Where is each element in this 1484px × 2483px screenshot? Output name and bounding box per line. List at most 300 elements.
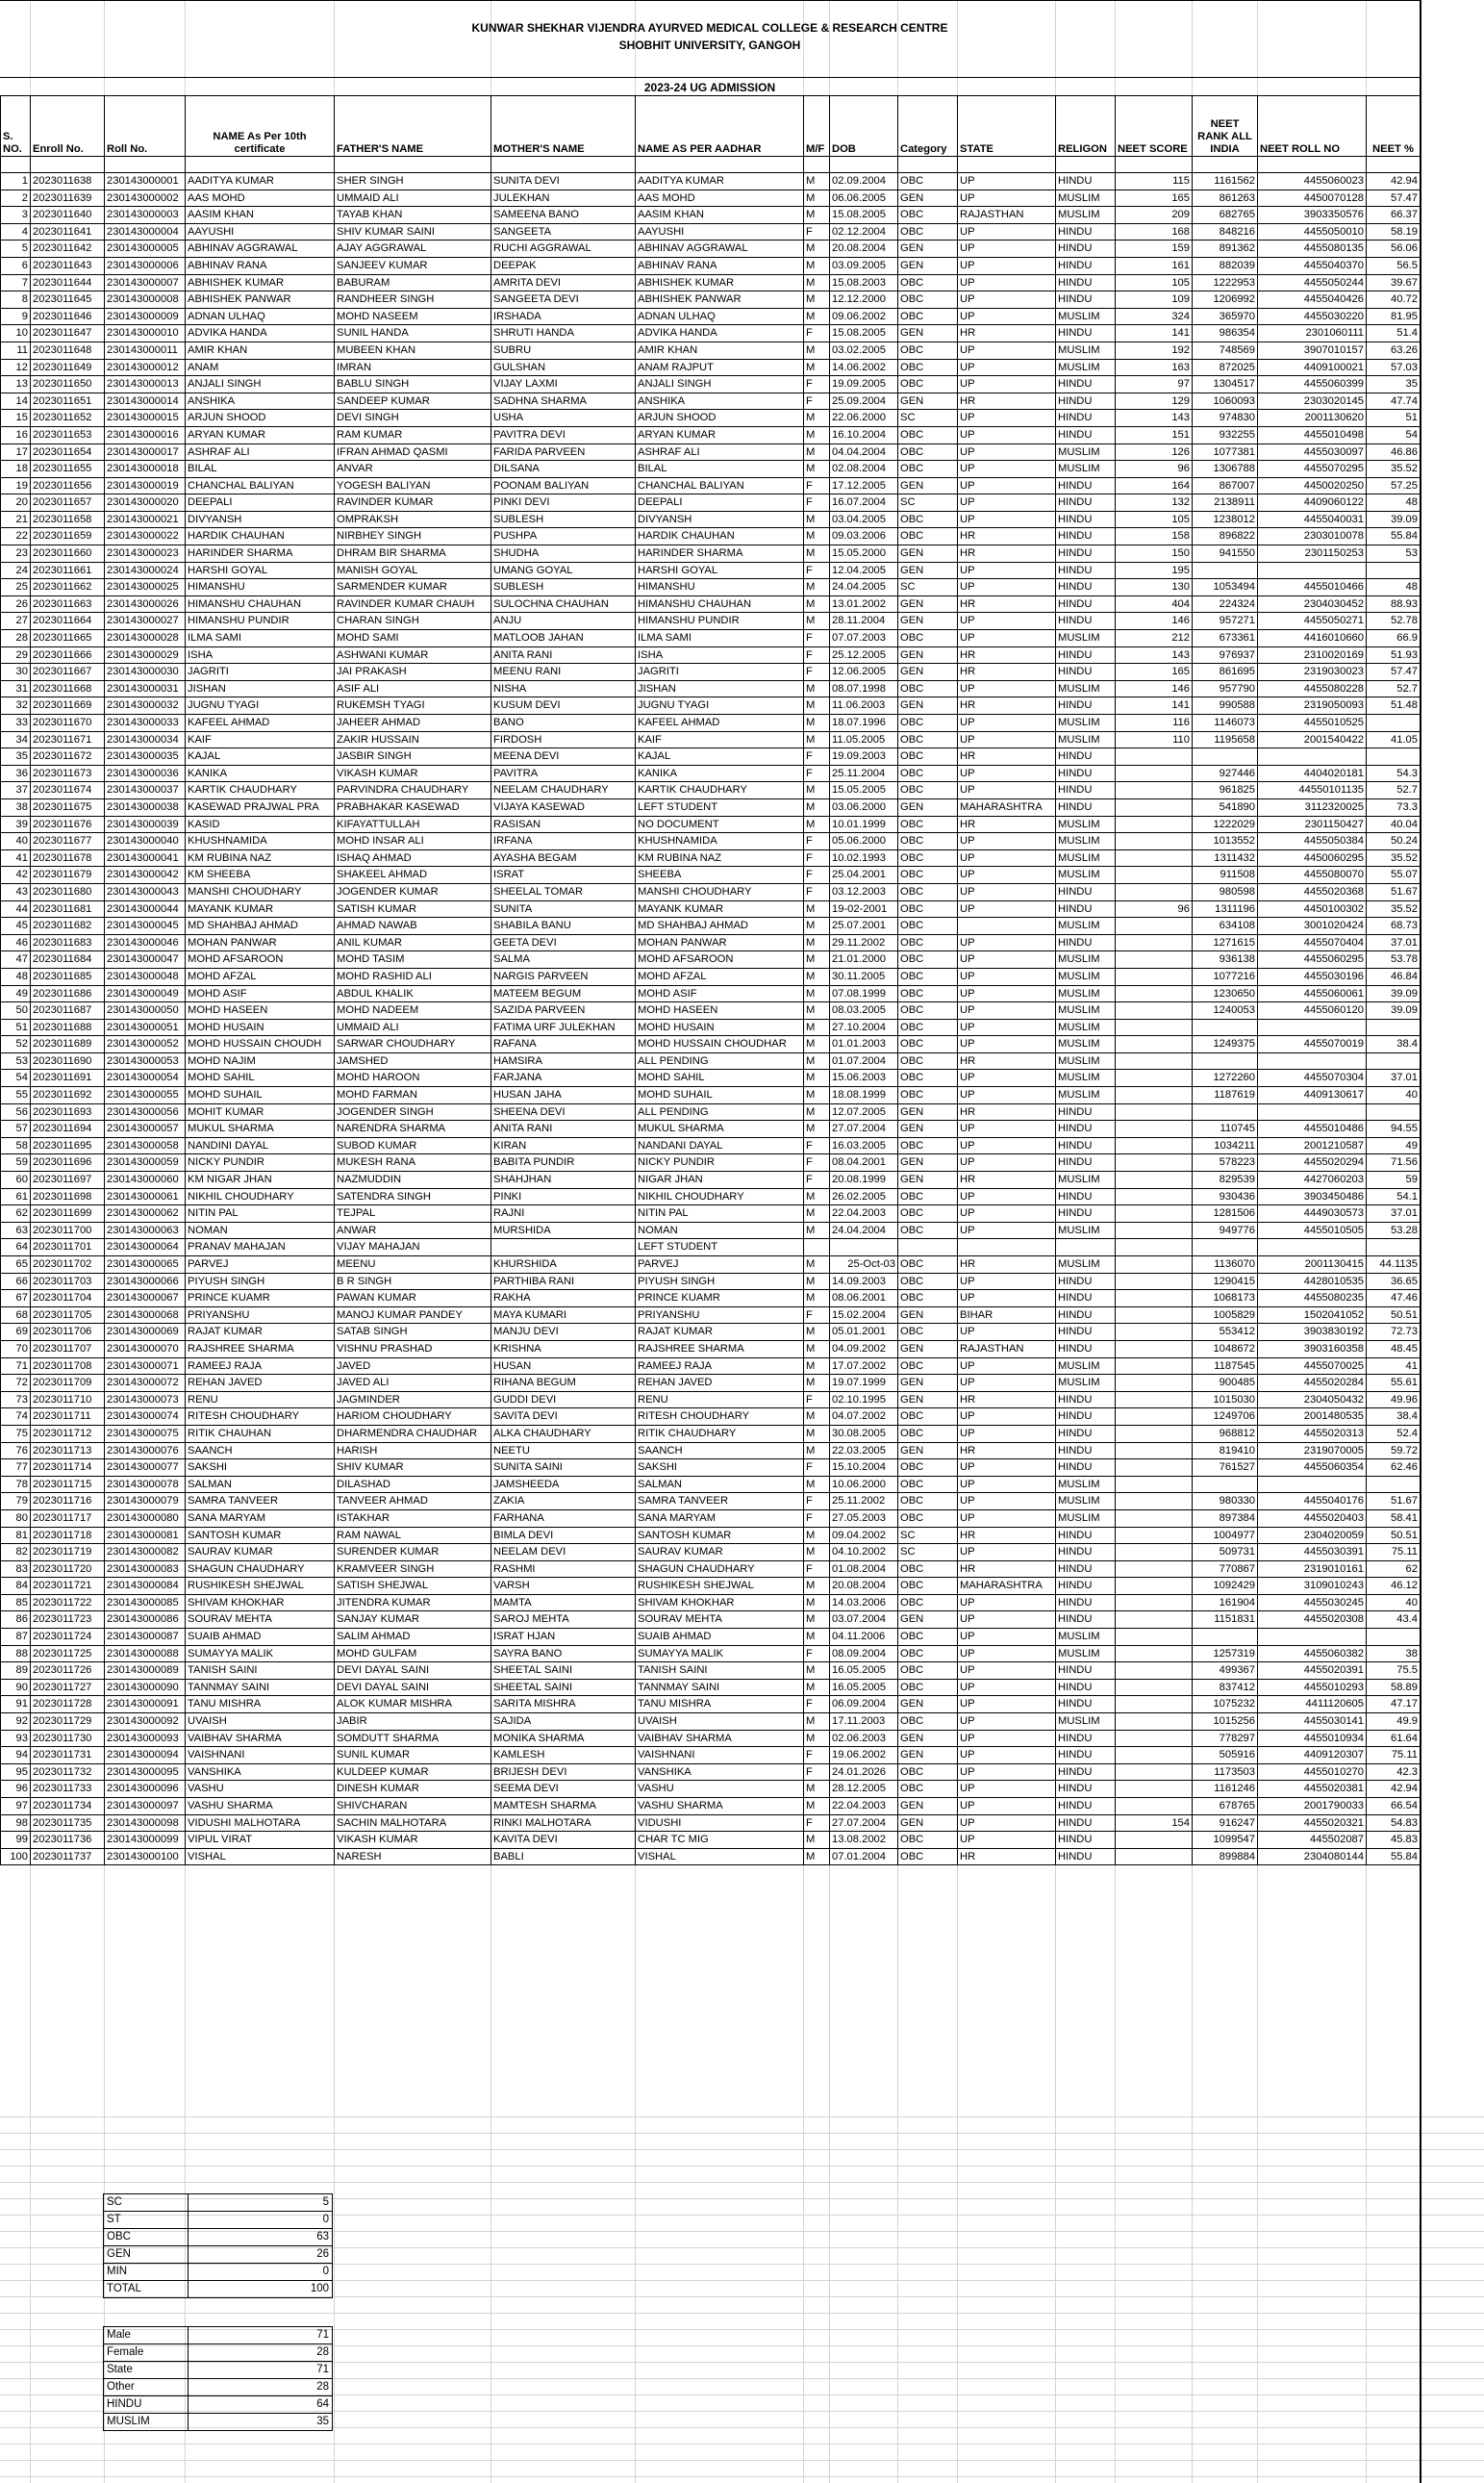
table-cell-neet-rank: 936138 — [1193, 951, 1258, 969]
table-cell-neet-percent: 52.7 — [1367, 782, 1421, 799]
table-cell-sno: 96 — [1, 1781, 31, 1798]
table-cell-name-10th: KANIKA — [186, 765, 335, 782]
column-header-enroll-no: Enroll No. — [31, 96, 105, 157]
table-cell-enroll-no: 2023011696 — [31, 1154, 105, 1172]
table-cell-sno: 36 — [1, 765, 31, 782]
table-cell-sno: 79 — [1, 1493, 31, 1510]
table-cell-religion: MUSLIM — [1056, 867, 1116, 884]
table-cell-mother-name: NEELAM DEVI — [491, 1544, 636, 1561]
table-cell-neet-score — [1116, 1781, 1193, 1798]
table-cell-religion: HINDU — [1056, 782, 1116, 799]
table-cell-mother-name: ANITA RANI — [491, 646, 636, 664]
table-cell-religion: HINDU — [1056, 241, 1116, 258]
table-cell-neet-roll-no: 4455020284 — [1258, 1375, 1367, 1392]
table-cell-neet-roll-no: 2319050093 — [1258, 697, 1367, 715]
table-cell-category: GEN — [898, 1798, 958, 1815]
table-cell-mother-name: PINKI — [491, 1188, 636, 1205]
table-row — [1, 1442, 1421, 1459]
table-cell-neet-rank: 1068173 — [1193, 1290, 1258, 1307]
table-cell-neet-score — [1116, 1832, 1193, 1849]
table-cell-sno: 11 — [1, 342, 31, 359]
table-cell-neet-percent: 61.64 — [1367, 1730, 1421, 1747]
table-cell-father-name: SALIM AHMAD — [335, 1629, 491, 1646]
table-cell-neet-rank: 1271615 — [1193, 934, 1258, 951]
table-cell-dob: 08.09.2004 — [830, 1645, 898, 1662]
table-cell-roll-no: 230143000097 — [105, 1798, 186, 1815]
table-cell-gender: M — [804, 443, 830, 461]
table-cell-state: UP — [958, 1357, 1056, 1375]
table-cell-neet-percent: 50.51 — [1367, 1306, 1421, 1324]
table-cell-neet-rank: 1034211 — [1193, 1137, 1258, 1154]
table-cell-neet-percent: 88.93 — [1367, 595, 1421, 613]
table-cell-state: HR — [958, 545, 1056, 563]
table-cell-neet-roll-no: 4455070304 — [1258, 1070, 1367, 1087]
table-cell-dob: 14.06.2002 — [830, 359, 898, 376]
table-cell-neet-rank: 867007 — [1193, 477, 1258, 494]
table-cell-roll-no: 230143000094 — [105, 1747, 186, 1764]
table-cell-religion: HINDU — [1056, 765, 1116, 782]
table-cell-enroll-no: 2023011654 — [31, 443, 105, 461]
table-cell-neet-score: 143 — [1116, 646, 1193, 664]
table-cell-neet-percent: 54.1 — [1367, 1188, 1421, 1205]
table-cell-sno: 72 — [1, 1375, 31, 1392]
category-summary-row — [104, 2264, 333, 2281]
table-cell-neet-score — [1116, 1340, 1193, 1357]
table-cell-enroll-no: 2023011721 — [31, 1578, 105, 1595]
table-cell-father-name: MUKESH RANA — [335, 1154, 491, 1172]
table-cell-roll-no: 230143000035 — [105, 748, 186, 766]
table-cell-father-name: SHIVCHARAN — [335, 1798, 491, 1815]
table-cell-neet-roll-no: 2001130415 — [1258, 1256, 1367, 1274]
table-cell-enroll-no: 2023011666 — [31, 646, 105, 664]
table-cell-dob: 02.06.2003 — [830, 1730, 898, 1747]
table-cell-neet-rank: 770867 — [1193, 1560, 1258, 1578]
table-cell-religion: MUSLIM — [1056, 715, 1116, 732]
table-cell-category: OBC — [898, 1290, 958, 1307]
table-cell-mother-name: SAROJ MEHTA — [491, 1611, 636, 1629]
table-cell-state: HR — [958, 646, 1056, 664]
table-cell-gender: M — [804, 257, 830, 274]
college-title: KUNWAR SHEKHAR VIJENDRA AYURVED MEDICAL COLLEGE & RESEARCH CENTRE — [471, 21, 948, 35]
table-cell-father-name: SANDEEP KUMAR — [335, 393, 491, 410]
table-cell-name-10th: AADITYA KUMAR — [186, 173, 335, 190]
table-cell-roll-no: 230143000007 — [105, 274, 186, 291]
table-cell-neet-rank: 1222029 — [1193, 816, 1258, 833]
table-cell-enroll-no: 2023011708 — [31, 1357, 105, 1375]
table-cell-sno: 41 — [1, 849, 31, 867]
table-cell-roll-no: 230143000032 — [105, 697, 186, 715]
table-cell-neet-roll-no: 4455050244 — [1258, 274, 1367, 291]
table-cell-enroll-no: 2023011707 — [31, 1340, 105, 1357]
table-cell-category: GEN — [898, 1121, 958, 1138]
table-cell-mother-name: SHEETAL SAINI — [491, 1679, 636, 1696]
table-cell-neet-roll-no: 4455020391 — [1258, 1662, 1367, 1680]
table-cell-enroll-no: 2023011678 — [31, 849, 105, 867]
table-cell-religion: HINDU — [1056, 595, 1116, 613]
table-cell-category: OBC — [898, 1324, 958, 1341]
table-row — [1, 1509, 1421, 1527]
table-cell-neet-score — [1116, 1798, 1193, 1815]
table-cell-sno: 46 — [1, 934, 31, 951]
table-cell-neet-roll-no — [1258, 562, 1367, 579]
table-cell-category: OBC — [898, 1036, 958, 1053]
table-cell-gender: M — [804, 1375, 830, 1392]
table-cell-father-name: IFRAN AHMAD QASMI — [335, 443, 491, 461]
table-cell-sno: 9 — [1, 308, 31, 325]
table-cell-sno: 6 — [1, 257, 31, 274]
table-cell-dob: 08.03.2005 — [830, 1002, 898, 1020]
table-cell-name-aadhar: ANJALI SINGH — [636, 376, 804, 393]
table-cell-neet-score: 96 — [1116, 900, 1193, 918]
table-cell-state: HR — [958, 664, 1056, 681]
table-cell-category: OBC — [898, 308, 958, 325]
table-cell-mother-name: HUSAN JAHA — [491, 1087, 636, 1104]
table-cell-neet-roll-no — [1258, 1019, 1367, 1036]
table-cell-name-aadhar: VAIBHAV SHARMA — [636, 1730, 804, 1747]
table-cell-name-aadhar: MOHD HASEEN — [636, 1002, 804, 1020]
table-cell-state: UP — [958, 1730, 1056, 1747]
table-cell-neet-score — [1116, 1408, 1193, 1426]
table-cell-dob: 24.04.2004 — [830, 1222, 898, 1239]
table-cell-state: HR — [958, 325, 1056, 342]
table-cell-father-name: ALOK KUMAR MISHRA — [335, 1696, 491, 1713]
table-cell-gender: M — [804, 1662, 830, 1680]
table-cell-mother-name — [491, 1239, 636, 1256]
table-cell-gender: M — [804, 595, 830, 613]
table-cell-category: OBC — [898, 291, 958, 309]
table-cell-state: UP — [958, 1476, 1056, 1493]
table-cell-category: GEN — [898, 393, 958, 410]
table-cell-neet-score — [1116, 1002, 1193, 1020]
table-cell-religion: MUSLIM — [1056, 985, 1116, 1002]
table-cell-sno: 5 — [1, 241, 31, 258]
table-cell-roll-no: 230143000057 — [105, 1121, 186, 1138]
gender-religion-summary-label: Male — [104, 2327, 189, 2344]
table-cell-neet-score — [1116, 883, 1193, 900]
table-cell-name-aadhar: ABHINAV AGGRAWAL — [636, 241, 804, 258]
table-cell-father-name: VISHNU PRASHAD — [335, 1340, 491, 1357]
table-row — [1, 1019, 1421, 1036]
table-cell-state: UP — [958, 1188, 1056, 1205]
table-cell-religion: HINDU — [1056, 410, 1116, 427]
table-cell-mother-name: MEENA DEVI — [491, 748, 636, 766]
table-cell-roll-no: 230143000010 — [105, 325, 186, 342]
gridline-horizontal — [0, 2116, 1484, 2117]
table-cell-mother-name: NISHA — [491, 680, 636, 697]
table-cell-dob: 16.05.2005 — [830, 1662, 898, 1680]
table-cell-roll-no: 230143000074 — [105, 1408, 186, 1426]
table-cell-enroll-no: 2023011665 — [31, 630, 105, 647]
table-cell-neet-roll-no: 3903350576 — [1258, 207, 1367, 224]
table-cell-state: UP — [958, 1002, 1056, 1020]
table-cell-neet-rank: 1290415 — [1193, 1273, 1258, 1290]
table-cell-state: UP — [958, 1594, 1056, 1611]
table-cell-neet-roll-no: 4455010486 — [1258, 1121, 1367, 1138]
table-cell-neet-rank: 1161562 — [1193, 173, 1258, 190]
table-cell-neet-roll-no: 4450060295 — [1258, 849, 1367, 867]
table-cell-name-10th: HIMANSHU PUNDIR — [186, 613, 335, 630]
column-header-name-aadhar: NAME AS PER AADHAR — [636, 96, 804, 157]
table-cell-roll-no: 230143000016 — [105, 426, 186, 443]
table-cell-neet-roll-no: 4455030196 — [1258, 968, 1367, 985]
table-cell-name-aadhar: MOHD ASIF — [636, 985, 804, 1002]
table-cell-name-10th: MOHD ASIF — [186, 985, 335, 1002]
table-cell-name-10th: MAYANK KUMAR — [186, 900, 335, 918]
table-cell-neet-roll-no: 4409060122 — [1258, 494, 1367, 512]
table-row — [1, 1493, 1421, 1510]
table-cell-neet-roll-no: 3112320025 — [1258, 798, 1367, 816]
table-cell-dob — [830, 1239, 898, 1256]
category-summary-row — [104, 2229, 333, 2246]
table-row — [1, 1103, 1421, 1121]
table-cell-enroll-no: 2023011684 — [31, 951, 105, 969]
table-cell-religion: HINDU — [1056, 1527, 1116, 1544]
table-cell-father-name: SATAB SINGH — [335, 1324, 491, 1341]
table-cell-neet-rank: 1306788 — [1193, 461, 1258, 478]
table-cell-state: HR — [958, 595, 1056, 613]
table-cell-gender: M — [804, 528, 830, 545]
table-cell-roll-no: 230143000087 — [105, 1629, 186, 1646]
table-cell-category: GEN — [898, 664, 958, 681]
table-cell-category: OBC — [898, 816, 958, 833]
table-cell-father-name: ASIF ALI — [335, 680, 491, 697]
table-cell-sno: 12 — [1, 359, 31, 376]
table-cell-dob: 25.11.2002 — [830, 1493, 898, 1510]
table-cell-father-name: ABDUL KHALIK — [335, 985, 491, 1002]
table-cell-name-10th: AAS MOHD — [186, 190, 335, 207]
table-cell-category: GEN — [898, 545, 958, 563]
table-cell-neet-roll-no: 4455080235 — [1258, 1290, 1367, 1307]
table-cell-gender: M — [804, 207, 830, 224]
table-cell-enroll-no: 2023011710 — [31, 1391, 105, 1408]
table-cell-enroll-no: 2023011645 — [31, 291, 105, 309]
table-cell-dob: 25.12.2005 — [830, 646, 898, 664]
table-cell-roll-no: 230143000100 — [105, 1848, 186, 1865]
table-cell-religion: MUSLIM — [1056, 1070, 1116, 1087]
table-cell-neet-rank: 682765 — [1193, 207, 1258, 224]
table-cell-mother-name: VARSH — [491, 1578, 636, 1595]
table-cell-gender: M — [804, 1052, 830, 1070]
table-cell-name-aadhar: VASHU SHARMA — [636, 1798, 804, 1815]
table-cell-mother-name: SHEETAL SAINI — [491, 1662, 636, 1680]
table-cell-enroll-no: 2023011675 — [31, 798, 105, 816]
table-cell-father-name: ANVAR — [335, 461, 491, 478]
table-cell-mother-name: SUBLESH — [491, 511, 636, 528]
table-cell-name-aadhar: RAJAT KUMAR — [636, 1324, 804, 1341]
table-cell-neet-score: 146 — [1116, 613, 1193, 630]
table-cell-dob: 11.06.2003 — [830, 697, 898, 715]
table-row — [1, 664, 1421, 681]
table-cell-dob: 08.04.2001 — [830, 1154, 898, 1172]
table-cell-neet-percent: 35.52 — [1367, 849, 1421, 867]
table-cell-dob: 06.06.2005 — [830, 190, 898, 207]
table-cell-enroll-no: 2023011735 — [31, 1814, 105, 1832]
table-cell-sno: 42 — [1, 867, 31, 884]
table-row — [1, 816, 1421, 833]
table-cell-dob: 02.10.1995 — [830, 1391, 898, 1408]
table-cell-dob: 14.03.2006 — [830, 1594, 898, 1611]
table-cell-mother-name: SHEENA DEVI — [491, 1103, 636, 1121]
table-cell-sno: 27 — [1, 613, 31, 630]
table-cell-neet-roll-no: 4455040031 — [1258, 511, 1367, 528]
table-cell-roll-no: 230143000033 — [105, 715, 186, 732]
table-cell-state: UP — [958, 951, 1056, 969]
table-cell-neet-percent — [1367, 1052, 1421, 1070]
table-cell-sno: 98 — [1, 1814, 31, 1832]
table-row — [1, 376, 1421, 393]
table-cell-religion: HINDU — [1056, 1747, 1116, 1764]
table-cell-name-aadhar: RAJSHREE SHARMA — [636, 1340, 804, 1357]
gender-religion-summary-value: 35 — [189, 2414, 333, 2431]
gender-religion-summary-value: 28 — [189, 2344, 333, 2362]
table-cell-mother-name: FARJANA — [491, 1070, 636, 1087]
table-cell-neet-roll-no: 4455070404 — [1258, 934, 1367, 951]
table-row — [1, 1798, 1421, 1815]
table-cell-name-10th: KAFEEL AHMAD — [186, 715, 335, 732]
table-cell-sno: 59 — [1, 1154, 31, 1172]
table-cell-neet-score — [1116, 798, 1193, 816]
table-cell-mother-name: SUBLESH — [491, 579, 636, 596]
table-cell-enroll-no: 2023011718 — [31, 1527, 105, 1544]
table-cell-name-aadhar: SANA MARYAM — [636, 1509, 804, 1527]
table-cell-name-10th: ANAM — [186, 359, 335, 376]
table-cell-enroll-no: 2023011694 — [31, 1121, 105, 1138]
table-row — [1, 545, 1421, 563]
table-cell-father-name: VIJAY MAHAJAN — [335, 1239, 491, 1256]
table-row — [1, 342, 1421, 359]
table-cell-mother-name: NEELAM CHAUDHARY — [491, 782, 636, 799]
table-cell-neet-score — [1116, 1594, 1193, 1611]
table-cell-dob: 12.12.2000 — [830, 291, 898, 309]
table-cell-neet-percent: 73.3 — [1367, 798, 1421, 816]
table-cell-state: UP — [958, 1747, 1056, 1764]
table-cell-name-aadhar: LEFT STUDENT — [636, 798, 804, 816]
table-cell-enroll-no: 2023011679 — [31, 867, 105, 884]
table-cell-sno: 20 — [1, 494, 31, 512]
table-cell-religion: HINDU — [1056, 376, 1116, 393]
table-cell-sno: 31 — [1, 680, 31, 697]
table-cell-roll-no: 230143000099 — [105, 1832, 186, 1849]
table-cell-dob: 25.11.2004 — [830, 765, 898, 782]
table-cell-neet-rank: 778297 — [1193, 1730, 1258, 1747]
category-summary-label: OBC — [104, 2229, 189, 2246]
table-cell-gender: M — [804, 1070, 830, 1087]
table-cell-neet-roll-no: 4455020403 — [1258, 1509, 1367, 1527]
table-cell-enroll-no: 2023011641 — [31, 223, 105, 241]
table-cell-category: OBC — [898, 833, 958, 850]
table-cell-name-10th: TANISH SAINI — [186, 1662, 335, 1680]
table-cell-neet-score: 161 — [1116, 257, 1193, 274]
table-cell-gender: M — [804, 308, 830, 325]
column-header-name-10th: NAME As Per 10th certificate — [186, 96, 335, 157]
table-cell-name-10th: PRINCE KUAMR — [186, 1290, 335, 1307]
table-cell-neet-percent: 42.3 — [1367, 1763, 1421, 1781]
table-cell-neet-rank: 1240053 — [1193, 1002, 1258, 1020]
table-cell-religion: MUSLIM — [1056, 1002, 1116, 1020]
table-cell-state: UP — [958, 1798, 1056, 1815]
table-cell-neet-roll-no: 4455070295 — [1258, 461, 1367, 478]
table-cell-dob: 06.09.2004 — [830, 1696, 898, 1713]
table-cell-neet-percent: 39.09 — [1367, 985, 1421, 1002]
table-cell-neet-score — [1116, 985, 1193, 1002]
table-cell-gender: M — [804, 1476, 830, 1493]
table-cell-neet-percent: 41.05 — [1367, 731, 1421, 748]
table-cell-category: SC — [898, 579, 958, 596]
table-cell-name-aadhar: REHAN JAVED — [636, 1375, 804, 1392]
table-cell-name-aadhar: TANNMAY SAINI — [636, 1679, 804, 1696]
table-cell-enroll-no: 2023011688 — [31, 1019, 105, 1036]
table-cell-sno: 81 — [1, 1527, 31, 1544]
table-cell-neet-percent — [1367, 715, 1421, 732]
table-cell-neet-score — [1116, 1578, 1193, 1595]
table-cell-sno: 86 — [1, 1611, 31, 1629]
table-cell-father-name: MOHD FARMAN — [335, 1087, 491, 1104]
table-cell-roll-no: 230143000095 — [105, 1763, 186, 1781]
table-cell-religion: HINDU — [1056, 511, 1116, 528]
table-cell-religion: HINDU — [1056, 1594, 1116, 1611]
table-cell-sno: 62 — [1, 1205, 31, 1223]
gender-religion-summary-label: HINDU — [104, 2396, 189, 2414]
table-cell-mother-name: ANJU — [491, 613, 636, 630]
table-cell-dob: 09.04.2002 — [830, 1527, 898, 1544]
table-cell-dob: 25.09.2004 — [830, 393, 898, 410]
table-cell-name-aadhar: SUAIB AHMAD — [636, 1629, 804, 1646]
gender-religion-summary-row — [104, 2362, 333, 2379]
table-cell-religion: HINDU — [1056, 1798, 1116, 1815]
table-cell-name-10th: SAMRA TANVEER — [186, 1493, 335, 1510]
table-cell-neet-rank: 896822 — [1193, 528, 1258, 545]
table-cell-sno: 53 — [1, 1052, 31, 1070]
table-cell-dob: 02.09.2004 — [830, 173, 898, 190]
table-row — [1, 968, 1421, 985]
table-cell-roll-no: 230143000082 — [105, 1544, 186, 1561]
table-cell-dob: 05.06.2000 — [830, 833, 898, 850]
table-cell-name-aadhar: HARDIK CHAUHAN — [636, 528, 804, 545]
table-cell-name-10th: RAMEEJ RAJA — [186, 1357, 335, 1375]
table-cell-gender: M — [804, 918, 830, 935]
table-cell-gender: M — [804, 1679, 830, 1696]
table-cell-name-10th: ISHA — [186, 646, 335, 664]
table-cell-gender: M — [804, 1408, 830, 1426]
table-cell-religion: HINDU — [1056, 1459, 1116, 1477]
table-cell-empty — [335, 157, 491, 173]
table-cell-father-name: NAZMUDDIN — [335, 1172, 491, 1189]
table-cell-mother-name: FIRDOSH — [491, 731, 636, 748]
table-cell-enroll-no: 2023011730 — [31, 1730, 105, 1747]
table-cell-mother-name: HAMSIRA — [491, 1052, 636, 1070]
table-cell-neet-percent: 35.52 — [1367, 461, 1421, 478]
table-cell-gender: F — [804, 883, 830, 900]
table-cell-father-name: DINESH KUMAR — [335, 1781, 491, 1798]
table-row — [1, 798, 1421, 816]
table-cell-gender: M — [804, 190, 830, 207]
table-cell-neet-score — [1116, 1713, 1193, 1731]
table-cell-name-aadhar: ALL PENDING — [636, 1052, 804, 1070]
gender-religion-summary-label: Female — [104, 2344, 189, 2362]
table-cell-mother-name: UMANG GOYAL — [491, 562, 636, 579]
table-cell-father-name: UMMAID ALI — [335, 190, 491, 207]
table-cell-neet-score: 164 — [1116, 477, 1193, 494]
table-cell-neet-score — [1116, 782, 1193, 799]
table-cell-name-aadhar: DIVYANSH — [636, 511, 804, 528]
table-cell-name-aadhar: AADITYA KUMAR — [636, 173, 804, 190]
table-cell-dob: 07.07.2003 — [830, 630, 898, 647]
table-cell-category: OBC — [898, 715, 958, 732]
table-row — [1, 274, 1421, 291]
table-cell-neet-score: 212 — [1116, 630, 1193, 647]
table-cell-sno: 92 — [1, 1713, 31, 1731]
table-cell-religion: MUSLIM — [1056, 1256, 1116, 1274]
